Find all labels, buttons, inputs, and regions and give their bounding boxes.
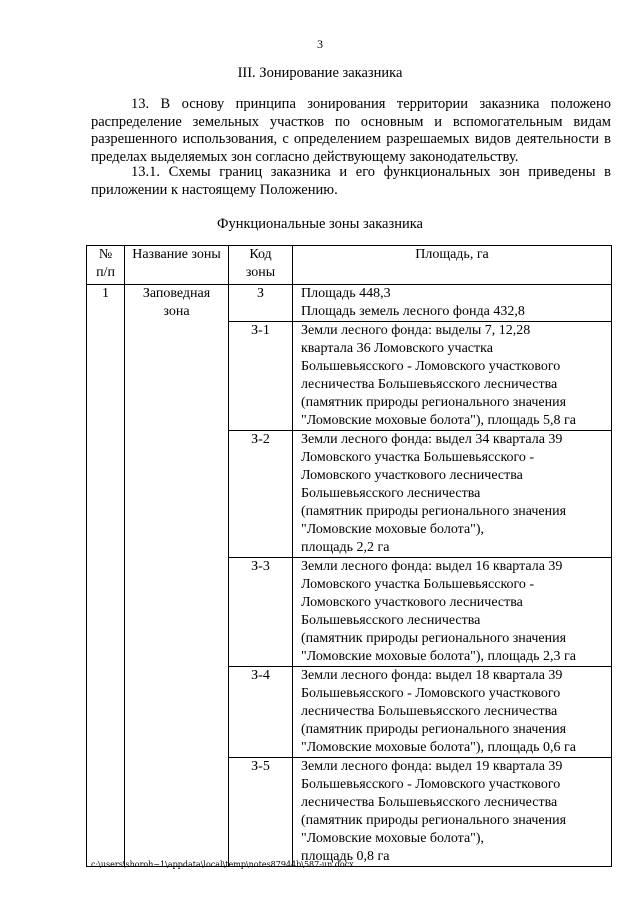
area-line: Большевьясского - Ломовского участкового — [301, 777, 561, 792]
area-line: (памятник природы регионального значения — [301, 722, 567, 737]
zone-code: З-2 — [229, 431, 293, 558]
zone-area — [293, 322, 612, 431]
zone-code: З-5 — [229, 758, 293, 867]
row-number: 1 — [87, 285, 125, 867]
zone-area — [293, 558, 612, 667]
zone-name — [125, 285, 229, 867]
zone-name-line-2: зона — [163, 304, 190, 319]
area-line: Ломовского участка Большевьясского - — [301, 577, 535, 592]
area-line: Земли лесного фонда: выдел 16 квартала 39 — [301, 559, 563, 574]
area-line: "Ломовские моховые болота"), — [301, 831, 485, 846]
area-line: Площадь земель лесного фонда 432,8 — [301, 304, 525, 319]
zone-code: З-1 — [229, 322, 293, 431]
paragraph-13: 13. В основу принципа зонирования территории заказника положено распределение земельных участков по основным и вспомогательным видам разрешенного использования, с определением разрешаемых видов деятельности в пределах выделяемых зон согласно действующему законодательству. — [91, 96, 611, 165]
zone-area — [293, 758, 612, 867]
area-line: площадь 2,2 га — [301, 540, 390, 555]
header-number — [87, 246, 125, 285]
area-line: квартала 36 Ломовского участка — [301, 341, 493, 356]
paragraph-13-1: 13.1. Схемы границ заказника и его функциональных зон приведены в приложении к настоящему Положению. — [91, 164, 611, 198]
area-line: Большевьясского лесничества — [301, 486, 481, 501]
area-line: лесничества Большевьясского лесничества — [301, 377, 558, 392]
area-line: (памятник природы регионального значения — [301, 813, 567, 828]
header-number-line-2: п/п — [96, 265, 115, 280]
area-line: "Ломовские моховые болота"), площадь 5,8 га — [301, 413, 576, 428]
area-line: "Ломовские моховые болота"), площадь 2,3 га — [301, 649, 576, 664]
area-line: Земли лесного фонда: выдел 34 квартала 39 — [301, 432, 563, 447]
header-number-line-1: № — [98, 247, 113, 262]
area-line: (памятник природы регионального значения — [301, 504, 567, 519]
zone-name-line-1: Заповедная — [142, 286, 211, 301]
area-line: Большевьясского - Ломовского участкового — [301, 686, 561, 701]
area-line: Большевьясского - Ломовского участкового — [301, 359, 561, 374]
area-line: лесничества Большевьясского лесничества — [301, 795, 558, 810]
header-code-line-1: Код — [249, 247, 272, 262]
section-title: III. Зонирование заказника — [237, 65, 403, 81]
area-line: Земли лесного фонда: выделы 7, 12,28 — [301, 323, 531, 338]
area-line: площадь 0,8 га — [301, 849, 390, 864]
area-line: (памятник природы регионального значения — [301, 631, 567, 646]
area-line: Ломовского участкового лесничества — [301, 468, 523, 483]
file-path-footer: c:\users\shoroh~1\appdata\local\temp\notes87944b\587-un.docx — [91, 860, 354, 869]
zone-area — [293, 667, 612, 758]
table-title: Функциональные зоны заказника — [217, 216, 423, 232]
area-line: Площадь 448,3 — [301, 286, 391, 301]
area-line: Земли лесного фонда: выдел 19 квартала 39 — [301, 759, 563, 774]
area-line: (памятник природы регионального значения — [301, 395, 567, 410]
zone-code: З-4 — [229, 667, 293, 758]
table-row — [87, 285, 612, 322]
header-code-line-2: зоны — [245, 265, 276, 280]
page-number: 3 — [317, 37, 323, 51]
area-line: Большевьясского лесничества — [301, 613, 481, 628]
area-line: "Ломовские моховые болота"), — [301, 522, 485, 537]
area-line: лесничества Большевьясского лесничества — [301, 704, 558, 719]
header-zone-code — [229, 246, 293, 285]
header-area: Площадь, га — [293, 246, 612, 285]
area-line: Земли лесного фонда: выдел 18 квартала 39 — [301, 668, 563, 683]
area-line: Ломовского участка Большевьясского - — [301, 450, 535, 465]
area-line: Ломовского участкового лесничества — [301, 595, 523, 610]
zones-table — [86, 245, 612, 867]
table-header-row — [87, 246, 612, 285]
area-line: "Ломовские моховые болота"), площадь 0,6 га — [301, 740, 576, 755]
zone-code: З-3 — [229, 558, 293, 667]
zone-code: З — [229, 285, 293, 322]
zone-area — [293, 431, 612, 558]
zone-area — [293, 285, 612, 322]
header-zone-name: Название зоны — [125, 246, 229, 285]
